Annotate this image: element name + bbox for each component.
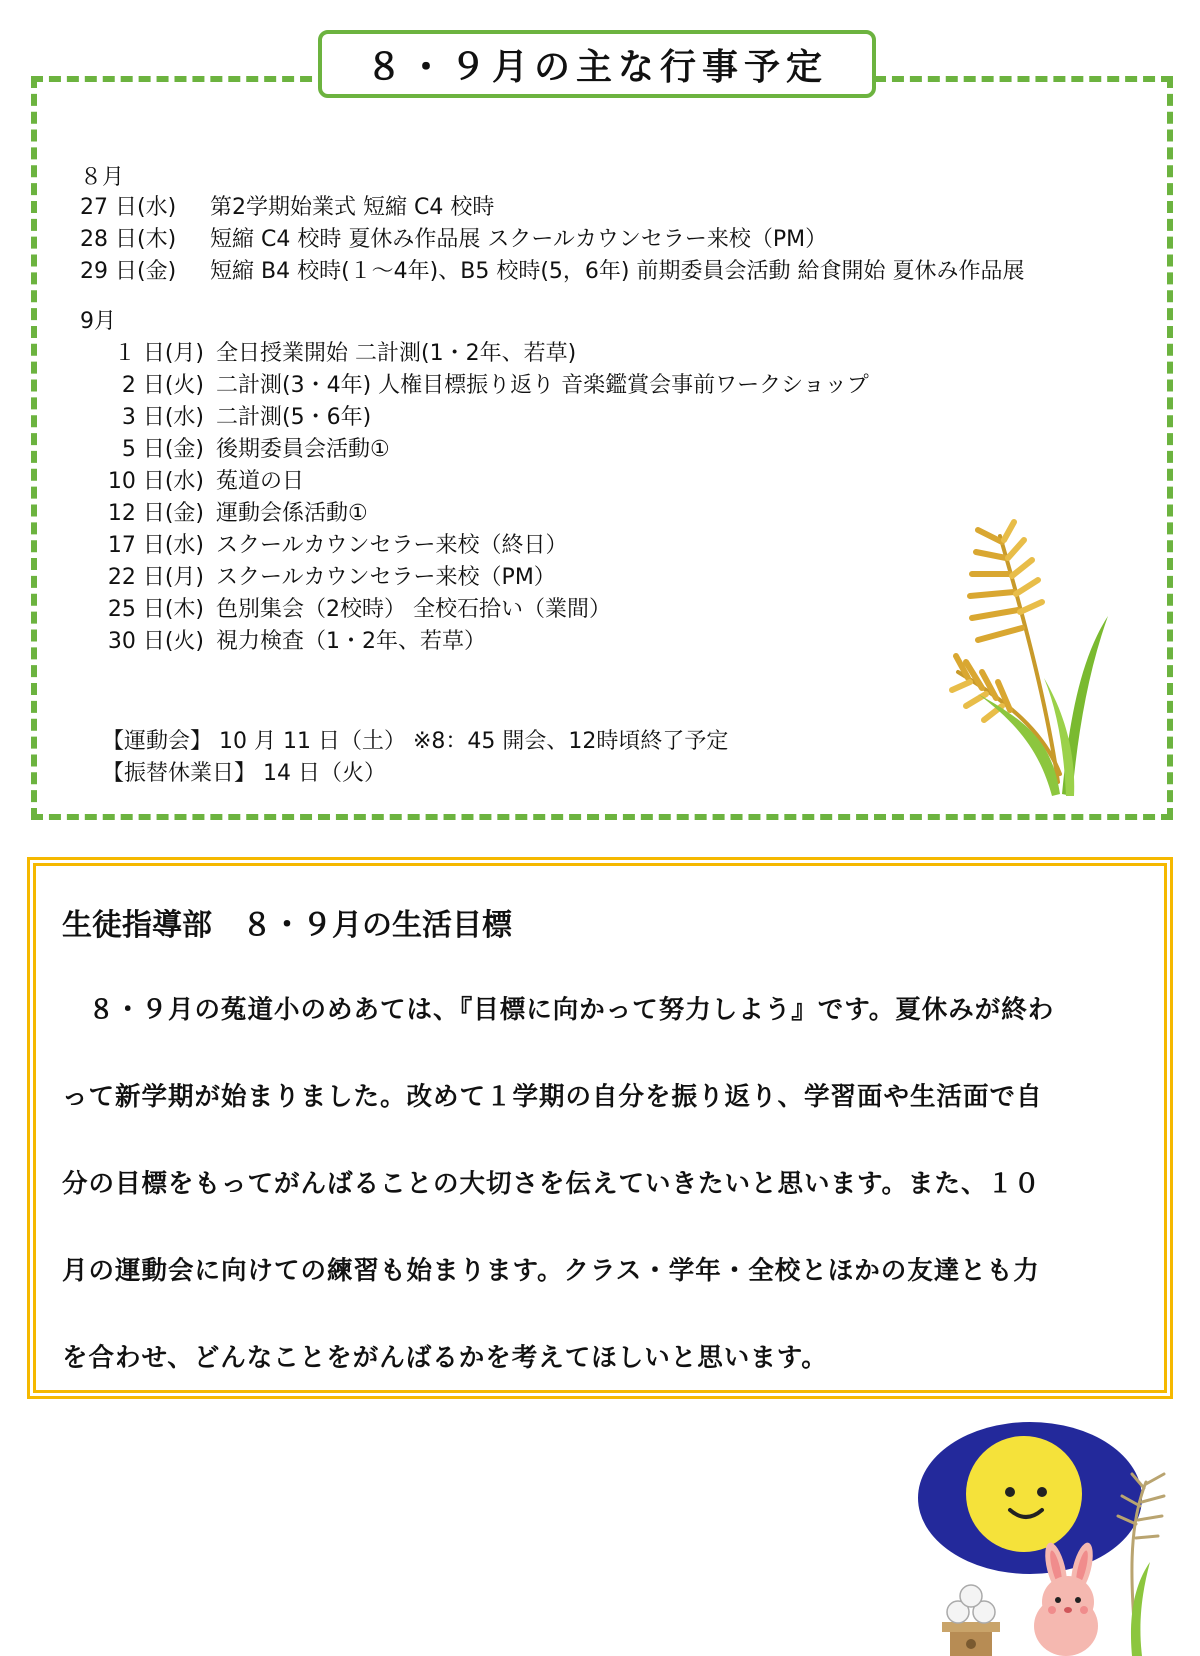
event-text: 短縮 C4 校時 夏休み作品展 スクールカウンセラー来校（PM） xyxy=(210,227,828,252)
guidance-title: 生徒指導部 ８・９月の生活目標 xyxy=(62,908,512,943)
august-label: ８月 xyxy=(80,165,125,190)
event-date: 30 日(火) xyxy=(107,629,204,654)
event-date: 3 日(水) xyxy=(121,405,204,430)
event-row xyxy=(86,562,556,594)
event-date: 17 日(水) xyxy=(107,533,204,558)
event-row xyxy=(80,192,494,224)
september-label: 9月 xyxy=(80,309,116,334)
event-text: スクールカウンセラー来校（終日） xyxy=(216,533,568,558)
sports-day-notice: 【運動会】 10 月 11 日（土） ※8：45 開会、12時頃終了予定 xyxy=(102,729,729,754)
event-row xyxy=(86,466,304,498)
event-date: 12 日(金) xyxy=(107,501,204,526)
guidance-text-line: ８・９月の菟道小のめあては、『目標に向かって努力しよう』です。夏休みが終わ xyxy=(62,995,1055,1025)
event-text: 後期委員会活動① xyxy=(216,437,390,462)
event-row xyxy=(86,370,869,402)
event-date: 25 日(木) xyxy=(107,597,204,622)
event-text: 二計測(5・6年) xyxy=(216,405,372,430)
event-text: 全日授業開始 二計測(1・2年、若草) xyxy=(216,341,577,366)
event-date: 10 日(水) xyxy=(107,469,204,494)
event-text: 二計測(3・4年) 人権目標振り返り 音楽鑑賞会事前ワークショップ xyxy=(216,373,869,398)
event-row xyxy=(80,256,1024,288)
guidance-text-line: を合わせ、どんなことをがんばるかを考えてほしいと思います。 xyxy=(62,1343,828,1373)
japanese-pampas-grass-icon xyxy=(948,512,1116,798)
event-date: 28 日(木) xyxy=(80,227,177,252)
event-row xyxy=(86,434,390,466)
event-row xyxy=(86,402,371,434)
schedule-title: ８・９月の主な行事予定 xyxy=(318,30,876,98)
event-date: １ 日(月) xyxy=(113,341,204,366)
event-date: 27 日(水) xyxy=(80,195,177,220)
guidance-text-line: 月の運動会に向けての練習も始まります。クラス・学年・全校とほかの友達とも力 xyxy=(62,1256,1040,1286)
event-text: 短縮 B4 校時(１～4年)、B5 校時(5，6年) 前期委員会活動 給食開始 夏休み作品展 xyxy=(210,259,1025,284)
event-row xyxy=(86,594,611,626)
guidance-text-line: って新学期が始まりました。改めて１学期の自分を振り返り、学習面や生活面で自 xyxy=(62,1082,1043,1112)
event-row xyxy=(80,224,827,256)
event-text: 第2学期始業式 短縮 C4 校時 xyxy=(210,195,495,220)
event-row xyxy=(86,530,568,562)
event-date: 2 日(火) xyxy=(121,373,204,398)
moon-viewing-rabbit-icon xyxy=(906,1412,1176,1656)
guidance-text-line: 分の目標をもってがんばることの大切さを伝えていきたいと思います。また、１０ xyxy=(62,1169,1041,1199)
event-date: 5 日(金) xyxy=(121,437,204,462)
event-text: スクールカウンセラー来校（PM） xyxy=(216,565,556,590)
event-row xyxy=(86,626,486,658)
event-text: 運動会係活動① xyxy=(216,501,368,526)
event-text: 視力検査（1・2年、若草） xyxy=(216,629,486,654)
event-row xyxy=(86,498,368,530)
event-date: 29 日(金) xyxy=(80,259,177,284)
event-date: 22 日(月) xyxy=(107,565,204,590)
event-text: 色別集会（2校時） 全校石拾い（業間） xyxy=(216,597,611,622)
event-row xyxy=(86,338,576,370)
event-text: 菟道の日 xyxy=(216,469,305,494)
substitute-holiday-notice: 【振替休業日】 14 日（火） xyxy=(102,761,386,786)
